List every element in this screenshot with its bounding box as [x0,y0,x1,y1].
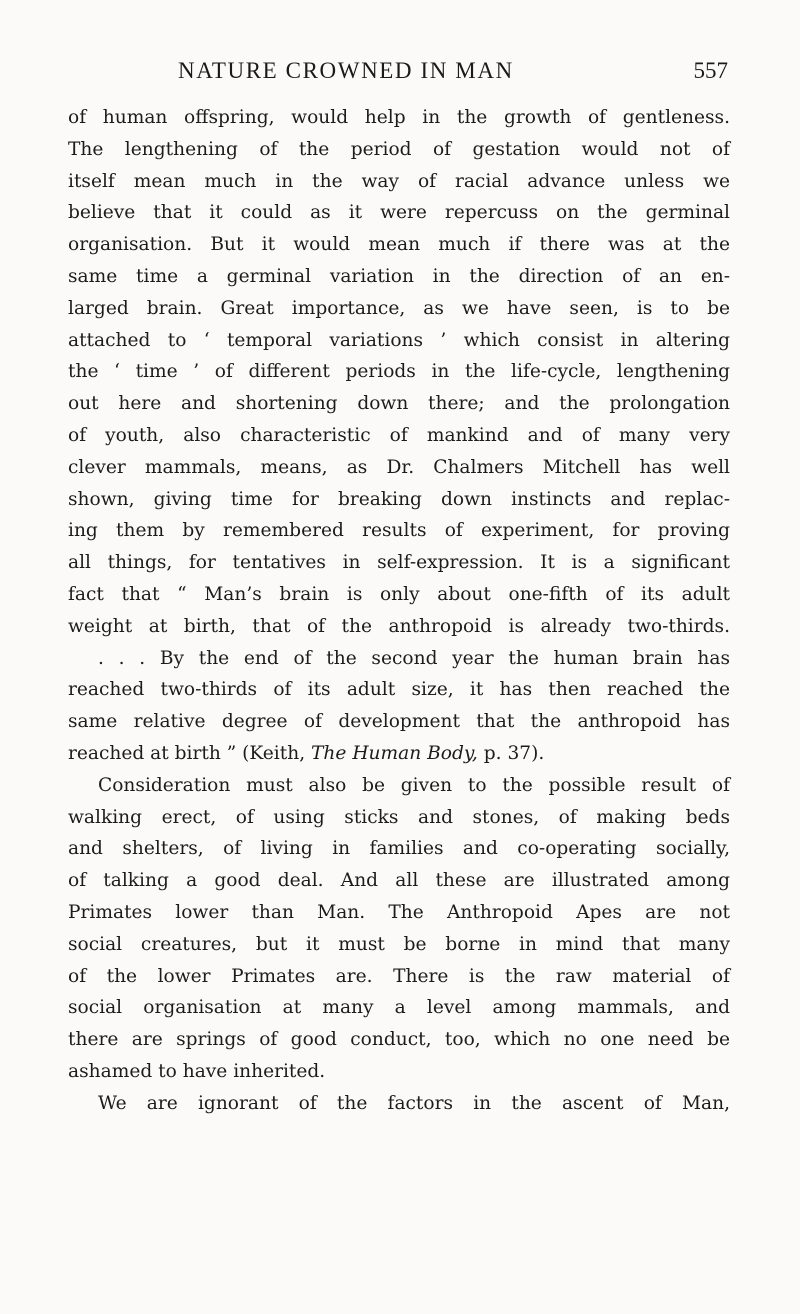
text-line: all things, for tentatives in self-expression. It is a significant [68,552,730,574]
text-line: out here and shortening down there; and the prolongation [68,393,730,415]
text-line: reached two-thirds of its adult size, it has then reached the [68,679,730,701]
text-line: clever mammals, means, as Dr. Chalmers Mitchell has well [68,456,730,478]
text-line: of youth, also characteristic of mankind and of many very [68,424,730,446]
text-line: larged brain. Great importance, as we have seen, is to be [68,297,730,319]
text-line: We are ignorant of the factors in the ascent of Man, [98,1092,730,1114]
text-line: Primates lower than Man. The Anthropoid Apes are not [68,901,730,923]
body-text [68,102,730,1120]
text-line: the ‘ time ’ of different periods in the life-cycle, lengthening [68,361,730,383]
text-line: walking erect, of using sticks and stones, of making beds [68,806,730,828]
citation-before: reached at birth ” (Keith, [68,742,312,764]
text-line: fact that “ Man’s brain is only about one-fifth of its adult [68,583,730,605]
text-line: of talking a good deal. And all these are illustrated among [68,870,730,892]
text-line: attached to ‘ temporal variations ’ which consist in altering [68,329,730,351]
text-line: itself mean much in the way of racial advance unless we [68,170,730,192]
text-line: ing them by remembered results of experiment, for proving [68,520,730,542]
text-line: social organisation at many a level among mammals, and [68,997,730,1019]
text-line: same time a germinal variation in the direction of an en- [68,265,730,287]
text-line: The lengthening of the period of gestation would not of [68,138,730,160]
citation-after: p. 37). [477,742,545,764]
text-line: of the lower Primates are. There is the raw material of [68,965,730,987]
citation-line [68,738,730,770]
text-line: social creatures, but it must be borne in mind that many [68,933,730,955]
running-head-title: NATURE CROWNED IN MAN [178,58,514,83]
text-line: believe that it could as it were repercuss on the germinal [68,202,730,224]
text-line: organisation. But it would mean much if there was at the [68,234,730,256]
text-line: shown, giving time for breaking down instincts and replac- [68,488,730,510]
citation-book-title: The Human Body, [311,742,478,764]
text-line: of human offspring, would help in the growth of gentleness. [68,107,730,128]
text-line: and shelters, of living in families and co-operating socially, [68,838,730,860]
page-number: 557 [693,58,728,83]
text-line: there are springs of good conduct, too, which no one need be [68,1029,730,1051]
text-line: . . . By the end of the second year the human brain has [98,647,730,669]
text-line: same relative degree of development that the anthropoid has [68,711,730,733]
running-head [68,58,728,90]
text-line: Consideration must also be given to the possible result of [98,774,730,796]
text-line: ashamed to have inherited. [68,1060,326,1082]
text-line: weight at birth, that of the anthropoid is already two-thirds. [68,615,730,637]
